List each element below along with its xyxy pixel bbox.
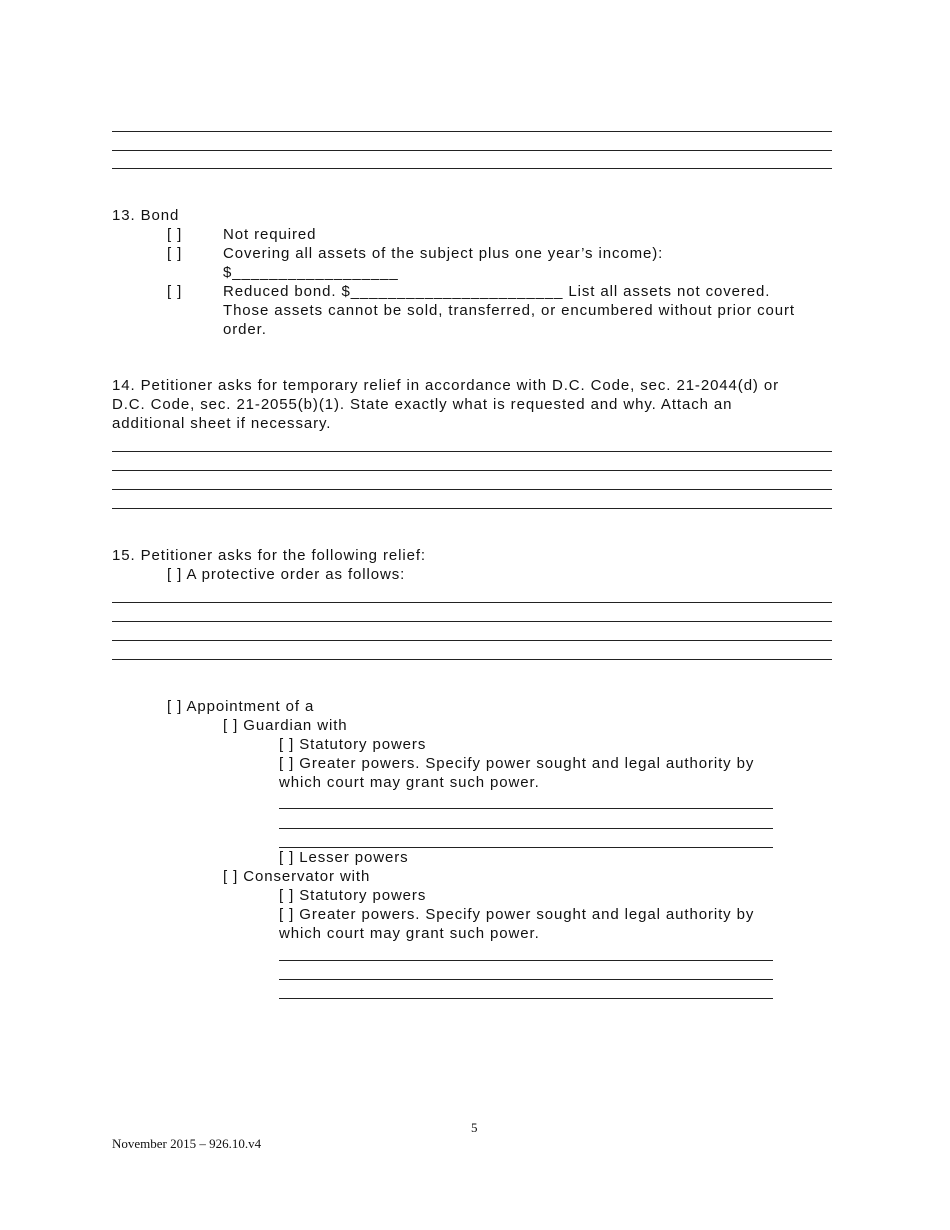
answer-line[interactable] [112,659,832,660]
option-conservator-greater[interactable]: [ ] Greater powers. Specify power sought and legal authority by [279,906,755,923]
option-protective-order[interactable]: [ ] A protective order as follows: [167,566,406,583]
answer-line[interactable] [279,979,773,980]
checkbox-reduced[interactable]: [ ] [167,283,183,300]
answer-line[interactable] [112,508,832,509]
option-conservator[interactable]: [ ] Conservator with [223,868,371,885]
option-covering: Covering all assets of the subject plus one year’s income): [223,245,664,262]
answer-line[interactable] [112,451,832,452]
option-reduced-bond-text: order. [223,321,267,338]
answer-line[interactable] [279,808,773,809]
section-14-text: additional sheet if necessary. [112,415,332,432]
answer-line[interactable] [112,640,832,641]
option-guardian-lesser[interactable]: [ ] Lesser powers [279,849,409,866]
checkbox-covering[interactable]: [ ] [167,245,183,262]
answer-line[interactable] [112,489,832,490]
checkbox-not-required[interactable]: [ ] [167,226,183,243]
answer-line[interactable] [112,168,832,169]
answer-line[interactable] [112,621,832,622]
option-guardian[interactable]: [ ] Guardian with [223,717,348,734]
version-footer: November 2015 – 926.10.v4 [112,1136,262,1151]
answer-line[interactable] [279,998,773,999]
option-appointment[interactable]: [ ] Appointment of a [167,698,315,715]
option-guardian-greater[interactable]: [ ] Greater powers. Specify power sought and legal authority by [279,755,755,772]
section-14-text: 14. Petitioner asks for temporary relief in accordance with D.C. Code, sec. 21-2044(d) or [112,377,780,394]
page-number: 5 [471,1120,478,1135]
section-14-text: D.C. Code, sec. 21-2055(b)(1). State exactly what is requested and why. Attach an [112,396,733,413]
answer-line[interactable] [279,828,773,829]
bond-amount-field[interactable]: $__________________ [223,264,399,281]
option-conservator-statutory[interactable]: [ ] Statutory powers [279,887,427,904]
answer-line[interactable] [112,131,832,132]
option-conservator-greater-text: which court may grant such power. [279,925,540,942]
section-15-heading: 15. Petitioner asks for the following relief: [112,547,426,564]
answer-line[interactable] [279,960,773,961]
option-guardian-greater-text: which court may grant such power. [279,774,540,791]
option-reduced-bond-text: Those assets cannot be sold, transferred, or encumbered without prior court [223,302,795,319]
answer-line[interactable] [112,602,832,603]
answer-line[interactable] [112,470,832,471]
option-guardian-statutory[interactable]: [ ] Statutory powers [279,736,427,753]
option-reduced-bond: Reduced bond. $_______________________ List all assets not covered. [223,283,771,300]
answer-line[interactable] [112,150,832,151]
section-13-heading: 13. Bond [112,207,180,224]
option-not-required: Not required [223,226,317,243]
